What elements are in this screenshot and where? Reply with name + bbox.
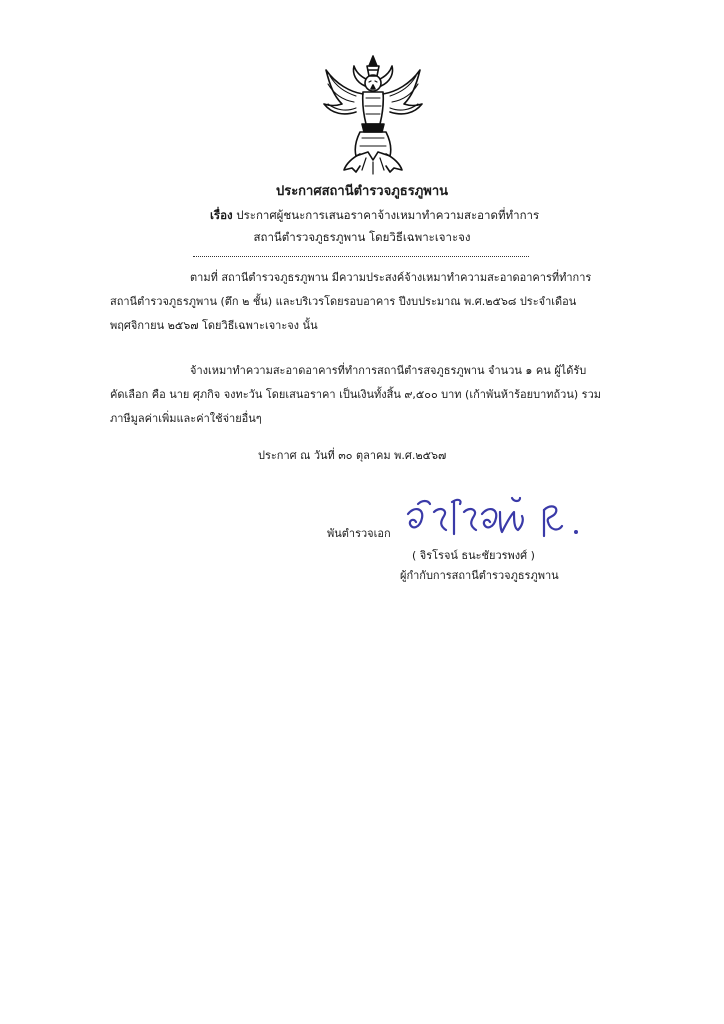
paragraph-line: คัดเลือก คือ นาย ศุภกิจ จงทะวัน โดยเสนอราคา เป็นเงินทั้งสิ้น ๙,๕๐๐ บาท (เก้าพันห้าร้อยบาทถ้วน) รวม xyxy=(110,388,601,401)
handwritten-signature xyxy=(400,496,590,544)
paragraph-line: ตามที่ สถานีตำรวจภูธรภูพาน มีความประสงค์จ้างเหมาทำความสะอาดอาคารที่ทำการ xyxy=(190,271,592,284)
announcement-title: ประกาศสถานีตำรวจภูธรภูพาน xyxy=(275,184,449,199)
signer-rank: พันตำรวจเอก xyxy=(327,527,391,540)
signer-position: ผู้กำกับการสถานีตำรวจภูธรภูพาน xyxy=(400,569,559,582)
dotted-divider xyxy=(193,256,529,257)
subject-line xyxy=(210,207,539,223)
paragraph-line: สถานีตำรวจภูธรภูพาน (ตึก ๒ ชั้น) และบริเวรโดยรอบอาคาร ปีงบประมาณ พ.ศ.๒๕๖๘ ประจำเดือน xyxy=(110,295,577,308)
paragraph-winner xyxy=(110,359,630,431)
signer-name: ( จิรโรจน์ ธนะชัยวรพงศ์ ) xyxy=(412,549,535,562)
paragraph-line: ภาษีมูลค่าเพิ่มและค่าใช้จ่ายอื่นๆ xyxy=(110,412,262,425)
paragraph-line: พฤศจิกายน ๒๕๖๗ โดยวิธีเฉพาะเจาะจง นั้น xyxy=(110,319,318,332)
subject-text-line1: ประกาศผู้ชนะการเสนอราคาจ้างเหมาทำความสะอาดที่ทำการ xyxy=(236,208,540,222)
subject-text-line2: สถานีตำรวจภูธรภูพาน โดยวิธีเฉพาะเจาะจง xyxy=(253,230,471,244)
paragraph-line: จ้างเหมาทำความสะอาดอาคารที่ทำการสถานีตำรสจภูธรภูพาน จำนวน ๑ คน ผู้ได้รับ xyxy=(190,364,587,377)
paragraph-background xyxy=(110,266,630,338)
garuda-emblem-icon xyxy=(316,52,430,176)
subject-label: เรื่อง xyxy=(210,208,233,222)
announcement-date: ประกาศ ณ วันที่ ๓๐ ตุลาคม พ.ศ.๒๕๖๗ xyxy=(258,449,447,462)
